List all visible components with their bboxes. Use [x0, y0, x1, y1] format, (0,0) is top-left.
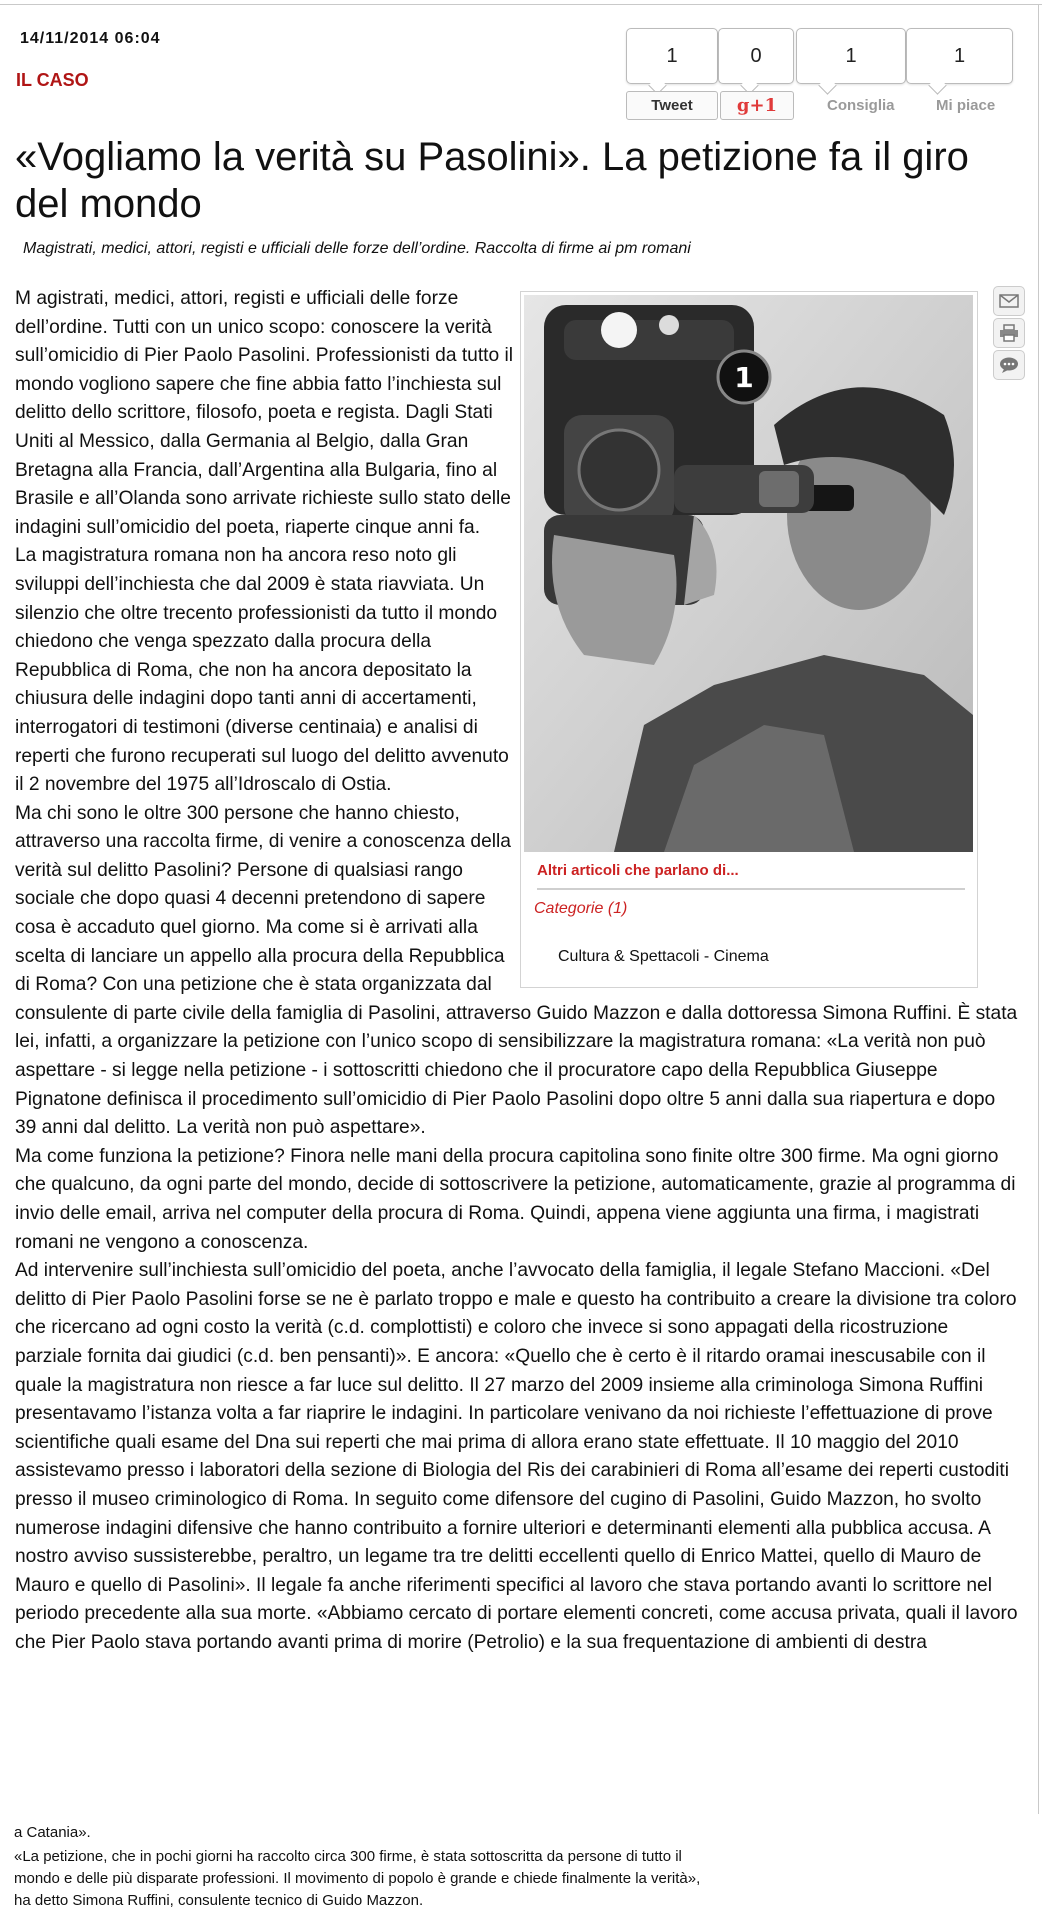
article-paragraph: La magistratura romana non ha ancora reso noto gli sviluppi dell’inchiesta che dal 2009 è stata riavviata. Un silenzio che oltre trecento professionisti da tutto il mondo chiedono che venga spezzato dalla procura della Repubblica di Roma, che non ha ancora depositato la chiusura delle indagini dopo tanti anni di accertamenti, interrogatori di testimoni (diverse centinaia) e analisi di reperti che furono recuperati sul luogo del delitto avvenuto il 2 novembre del 1975 all’Idroscalo di Ostia.	[15, 545, 509, 796]
article-paragraph: Ma chi sono le oltre 300 persone che hanno chiesto, attraverso una raccolta firme, di venire a conoscenza della verità sul delitto Pasolini? Persone di qualsiasi rango sociale che dopo quasi 4 decenni pretendono di sapere cosa è accaduto quel giorno. Ma come si è arrivati alla scelta di lanciare un appello alla procura della Repubblica di Roma? Con una petizione che è stata organizzata dal consulente di parte civile della famiglia di Pasolini, attraverso Guido Mazzon e dalla dottoressa Simona Ruffini. È stata lei, infatti, a organizzare la petizione con l’unico scopo di sensibilizzare la magistratura romana: «La verità non può aspettare - si legge nella petizione - i sottoscritti chiedono che il procuratore capo della Repubblica Giuseppe Pignatone definisca il procedimento sull’omicidio di Pier Paolo Pasolini dopo oltre 5 anni dalla sua riapertura e dopo 39 anni dal delitto. La verità non può aspettare».	[15, 802, 1018, 1139]
gplus-button[interactable]: g+1	[720, 91, 794, 120]
gplus-count-bubble	[718, 28, 794, 84]
photo-float-spacer	[520, 285, 1020, 997]
tweet-count: 1	[666, 44, 678, 67]
tail-line: ha detto Simona Ruffini, consulente tecnico di Guido Mazzon.	[14, 1892, 424, 1909]
tweet-button[interactable]: Tweet	[626, 91, 718, 120]
related-category-link[interactable]: Cultura & Spettacoli - Cinema	[558, 948, 769, 965]
related-categories-label[interactable]: Categorie (1)	[534, 900, 628, 917]
consiglia-count-bubble	[796, 28, 906, 84]
article-paragraph: Ad intervenire sull’inchiesta sull’omicidio del poeta, anche l’avvocato della famiglia, il legale Stefano Maccioni. «Del delitto di Pier Paolo Pasolini forse se ne è parlato troppo e male e questo ha contribuito a creare la divisione tra coloro che ricercano ad ogni costo la verità (c.d. complottisti) e coloro che invece si sono appagati della ricostruzione parziale fornita dai giudici (c.d. ben pensanti)». E ancora: «Quello che è certo è il ritardo oramai inescusabile con il quale la magistratura non riesce a far luce sul delitto. Il 27 marzo del 2009 insieme alla criminologa Simona Ruffini presentavamo l’istanza volta a far riaprire le indagini. In particolare venivano da noi richieste l’effettuazione di prove scientifiche quali esame del Dna sui reperti che mai prima di allora erano state effettuate. Il 10 maggio del 2010 assistevamo presso i laboratori della sezione di Biologia del Ris dei carabinieri di Roma all’esame dei reperti custoditi presso il museo criminologico di Roma. In seguito come difensore del cugino di Pasolini, Guido Mazzon, ho svolto numerose indagini difensive che hanno contribuito a fornire ulteriori e determinanti elementi alla pubblica accusa. A nostro avviso sussisterebbe, peraltro, un legame tra tre delitti eccellenti quello di Enrico Mattei, quello di Mauro de Mauro e quello di Pasolini». Il legale fa anche riferimenti specifici al lavoro che stava portando avanti lo scrittore nel periodo precedente alla sua morte. «Abbiamo cercato di portare elementi concreti, come accusa privata, quali il lavoro che Pier Paolo stava portando avanti prima di morire (Petrolio) e la sua frequentazione di ambienti di destra	[15, 1260, 1018, 1653]
publish-date: 14/11/2014 06:04	[20, 30, 161, 47]
article-body	[15, 285, 1020, 1658]
consiglia-button[interactable]: Consiglia	[827, 97, 895, 114]
mipiace-count: 1	[953, 44, 966, 67]
article-subtitle: Magistrati, medici, attori, registi e ufficiali delle forze dell’ordine. Raccolta di firme ai pm romani	[23, 240, 691, 257]
camera-badge-number: 1	[734, 361, 754, 394]
article-paragraph: Ma come funziona la petizione? Finora nelle mani della procura capitolina sono finite oltre 300 firme. Ma ogni giorno che qualcuno, da ogni parte del mondo, decide di sottoscrivere la petizione, automaticamente, grazie al programma di invio delle email, arriva nel computer della procura di Roma. Quindi, appena viene aggiunta una firma, i magistrati romani ne vengono a conoscenza.	[15, 1145, 1016, 1253]
gplus-count: 0	[750, 44, 762, 67]
tail-line: mondo e delle più disparate professioni. Il movimento di popolo è grande e chiede finalmente la verità»,	[14, 1870, 701, 1887]
top-divider	[0, 4, 1042, 5]
mipiace-count-bubble	[906, 28, 1013, 84]
tweet-count-bubble	[626, 28, 718, 84]
article-paragraph: M agistrati, medici, attori, registi e ufficiali delle forze dell’ordine. Tutti con un unico scopo: conoscere la verità sull’omicidio di Pier Paolo Pasolini. Professionisti da tutto il mondo vogliono sapere che fine abbia fatto l’inchiesta sul delitto dello scrittore, filosofo, poeta e regista. Dagli Stati Uniti al Messico, dalla Germania al Belgio, dalla Gran Bretagna alla Francia, dall’Argentina alla Bulgaria, fino al Brasile e all’Olanda sono arrivate richieste sullo stato delle indagini sull’omicidio del poeta, riaperte cinque anni fa.	[15, 288, 514, 538]
related-articles-title: Altri articoli che parlano di...	[537, 862, 739, 879]
mipiace-button[interactable]: Mi piace	[936, 97, 996, 114]
article-title: «Vogliamo la verità su Pasolini». La petizione fa il giro del mondo	[15, 135, 969, 226]
section-kicker: IL CASO	[16, 70, 89, 90]
consiglia-count: 1	[845, 44, 857, 67]
tail-line: «La petizione, che in pochi giorni ha raccolto circa 300 firme, è stata sottoscritta da persone di tutto il	[14, 1848, 682, 1865]
right-divider	[1038, 4, 1039, 1814]
tail-line: a Catania».	[14, 1824, 91, 1841]
